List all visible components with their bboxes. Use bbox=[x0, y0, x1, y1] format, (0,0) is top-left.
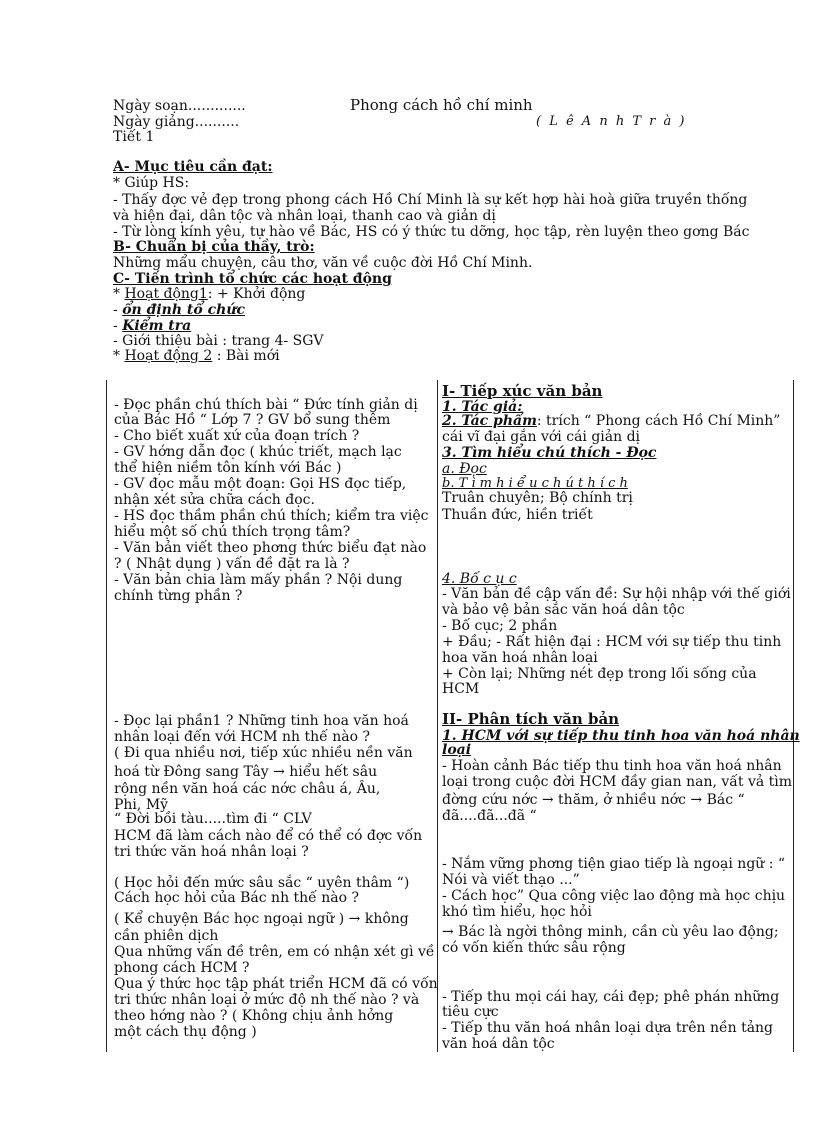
hcm-heading: 1. HCM với sự tiếp thu tinh hoa văn hoá nhân bbox=[442, 728, 800, 744]
left-line: tri thức nhân loại ở mức độ nh thế nào ? và bbox=[114, 992, 420, 1008]
section-a-heading: A- Mục tiêu cần đạt: bbox=[113, 159, 273, 175]
left-line: chính từng phần ? bbox=[114, 588, 243, 604]
left-line: Qua ý thức học tập phát triển HCM đã có vốn bbox=[114, 976, 438, 992]
chu-thich-2: Thuần đức, hiền triết bbox=[442, 507, 593, 523]
bo-cuc-line: - Bố cục; 2 phần bbox=[442, 618, 558, 634]
bo-cuc-line: và bảo vệ bản sắc văn hoá dân tộc bbox=[442, 602, 685, 618]
left-line: của Bác Hồ “ Lớp 7 ? GV bổ sung thêm bbox=[114, 412, 391, 428]
nam-vung-line: Nói và viết thạo ...” bbox=[442, 872, 580, 888]
section-2-heading: II- Phân tích văn bản bbox=[442, 710, 620, 728]
left-line: Cách học hỏi của Bác nh thế nào ? bbox=[114, 890, 359, 906]
hoat-dong-2-text: : Bài mới bbox=[212, 348, 280, 364]
tiep-thu-line: tiêu cực bbox=[442, 1004, 499, 1020]
table-right-border bbox=[793, 380, 794, 1052]
left-line: thể hiện niềm tôn kính với Bác ) bbox=[114, 460, 342, 476]
section-c-heading: C- Tiến trình tổ chức các hoạt động bbox=[113, 271, 392, 287]
left-line: rộng nền văn hoá các nớc châu á, Âu, bbox=[114, 781, 381, 797]
left-line: ? ( Nhật dụng ) vấn đề đặt ra là ? bbox=[114, 556, 350, 572]
nam-vung-line: → Bác là ngời thông minh, cần cù yêu lao động; bbox=[442, 924, 779, 940]
nam-vung-line: khó tìm hiểu, học hỏi bbox=[442, 904, 592, 920]
section-a-line: * Giúp HS: bbox=[113, 175, 190, 191]
on-dinh-label: ổn định tổ chức bbox=[122, 302, 246, 318]
hoat-dong-1-label: Hoạt động1 bbox=[124, 286, 208, 302]
chu-thich-1: Truân chuyên; Bộ chính trị bbox=[442, 490, 633, 506]
tiep-thu-line: - Tiếp thu văn hoá nhân loại dựa trên nền tảng bbox=[442, 1020, 774, 1036]
left-line: - Đọc phần chú thích bài “ Đức tính giản dị bbox=[114, 397, 418, 413]
b-tim-hieu: b. T ì m h i ể u c h ú t h í c h bbox=[442, 476, 628, 491]
left-line: một cách thụ động ) bbox=[114, 1024, 257, 1040]
kiem-tra-label: Kiểm tra bbox=[122, 318, 192, 334]
left-line: “ Đời bồi tàu.....tìm đi “ CLV bbox=[114, 811, 312, 827]
left-line: - GV hớng dẫn đọc ( khúc triết, mạch lạc bbox=[114, 444, 402, 460]
hoat-dong-2: * Hoạt động 2 : Bài mới bbox=[113, 348, 280, 364]
section-a-line: và hiện đại, dân tộc và nhân loại, thanh cao và giản dị bbox=[113, 208, 496, 224]
kiem-tra: - Kiểm tra bbox=[113, 318, 192, 334]
a-doc: a. Đọc bbox=[442, 461, 487, 477]
left-line: nhận xét sửa chữa cách đọc. bbox=[114, 492, 315, 508]
author: ( L ê A n h T r à ) bbox=[536, 114, 687, 129]
section-b-heading: B- Chuẩn bị của thầy, trò: bbox=[113, 239, 315, 255]
nam-vung-line: - Cách học” Qua công việc lao động mà học chịu bbox=[442, 888, 786, 904]
section-a-line: - Thấy đợc vẻ đẹp trong phong cách Hồ Chí Minh là sự kết hợp hài hoà giữa truyền thống bbox=[113, 192, 748, 208]
gioi-thieu: - Giới thiệu bài : trang 4- SGV bbox=[113, 333, 324, 349]
left-line: ( Học hỏi đến mức sâu sắc “ uyên thâm “) bbox=[114, 875, 410, 891]
left-line: theo hớng nào ? ( Không chịu ảnh hởng bbox=[114, 1008, 394, 1024]
tiep-thu-line: văn hoá dân tộc bbox=[442, 1036, 555, 1052]
bo-cuc-line: HCM bbox=[442, 681, 480, 697]
left-line: hiểu một số chú thích trọng tâm? bbox=[114, 524, 351, 540]
tac-pham-label: 2. Tác phẩm bbox=[442, 413, 537, 429]
left-line: - Cho biết xuất xứ của đoạn trích ? bbox=[114, 428, 360, 444]
hcm-line: đờng cứu nớc → thăm, ở nhiều nớc → Bác “ bbox=[442, 792, 745, 808]
bo-cuc-line: + Còn lại; Những nét đẹp trong lối sống của bbox=[442, 666, 757, 682]
section-a-line: - Từ lòng kính yêu, tự hào về Bác, HS có ý thức tu dỡng, học tập, rèn luyện theo gơng Bác bbox=[113, 224, 750, 240]
left-line: - Văn bản chia làm mấy phần ? Nội dung bbox=[114, 572, 403, 588]
left-line: cần phiên dịch bbox=[114, 928, 219, 944]
left-line: HCM đã làm cách nào để có thể có đợc vốn bbox=[114, 828, 423, 844]
ngay-giang: Ngày giảng.......... bbox=[113, 114, 240, 130]
tiep-thu-line: - Tiếp thu mọi cái hay, cái đẹp; phê phán những bbox=[442, 989, 780, 1005]
tim-hieu: 3. Tìm hiểu chú thích - Đọc bbox=[442, 445, 657, 461]
tac-pham-line2: cái vĩ đại gắn với cái giản dị bbox=[442, 429, 641, 445]
bo-cuc-line: + Đầu; - Rất hiện đại : HCM với sự tiếp thu tinh bbox=[442, 634, 782, 650]
tac-pham bbox=[442, 413, 780, 429]
left-line: tri thức văn hoá nhân loại ? bbox=[114, 844, 309, 860]
on-dinh: - ổn định tổ chức bbox=[113, 302, 246, 318]
hoat-dong-2-label: Hoạt động 2 bbox=[124, 348, 213, 364]
left-line: Phi, Mỹ bbox=[114, 797, 169, 813]
hcm-line: - Hoàn cảnh Bác tiếp thu tinh hoa văn hoá nhân bbox=[442, 758, 782, 774]
section-b-line: Những mẩu chuyện, câu thơ, văn về cuộc đời Hồ Chí Minh. bbox=[113, 255, 533, 271]
hoat-dong-1-text: : + Khởi động bbox=[207, 286, 306, 302]
hoat-dong-1: * Hoạt động1: + Khởi động bbox=[113, 286, 306, 302]
left-line: - Đọc lại phần1 ? Những tinh hoa văn hoá bbox=[114, 713, 409, 729]
left-line: - Văn bản viết theo phơng thức biểu đạt nào bbox=[114, 540, 427, 556]
left-line: Qua những vấn đề trên, em có nhận xét gì về bbox=[114, 944, 435, 960]
hcm-line: đã....đã...đã “ bbox=[442, 808, 537, 824]
section-1-heading: I- Tiếp xúc văn bản bbox=[442, 382, 603, 400]
nam-vung-line: - Nắm vững phơng tiện giao tiếp là ngoại ngữ : “ bbox=[442, 856, 786, 872]
page-title: Phong cách hồ chí minh bbox=[350, 96, 533, 114]
tiet: Tiết 1 bbox=[113, 129, 155, 145]
table-divider bbox=[437, 380, 438, 1052]
bo-cuc-line: hoa văn hoá nhân loại bbox=[442, 650, 598, 666]
left-line: nhân loại đến với HCM nh thế nào ? bbox=[114, 729, 370, 745]
left-line: ( Đi qua nhiều nơi, tiếp xúc nhiều nền văn bbox=[114, 745, 413, 761]
nam-vung-line: có vốn kiến thức sâu rộng bbox=[442, 940, 626, 956]
hcm-heading-2: loại bbox=[442, 742, 472, 758]
ngay-soan: Ngày soạn............. bbox=[113, 98, 246, 114]
left-line: phong cách HCM ? bbox=[114, 960, 250, 976]
left-line: hoá từ Đông sang Tây → hiểu hết sâu bbox=[114, 764, 378, 780]
bo-cuc-heading: 4. Bố c ụ c bbox=[442, 571, 517, 587]
table-left-border bbox=[106, 380, 107, 1052]
tac-pham-text: : trích “ Phong cách Hồ Chí Minh” bbox=[536, 413, 781, 429]
bo-cuc-line: - Văn bản đề cập vấn đề: Sự hội nhập với thế giới bbox=[442, 586, 791, 602]
left-line: ( Kể chuyện Bác học ngoại ngữ ) → không bbox=[114, 911, 409, 927]
hcm-line: loại trong cuộc đời HCM đầy gian nan, vất vả tìm bbox=[442, 774, 793, 790]
left-line: - HS đọc thầm phần chú thích; kiểm tra việc bbox=[114, 508, 429, 524]
lesson-table bbox=[106, 380, 800, 1052]
left-line: - GV đọc mẫu một đoạn: Gọi HS đọc tiếp, bbox=[114, 476, 407, 492]
tac-gia: 1. Tác giả: bbox=[442, 399, 523, 415]
